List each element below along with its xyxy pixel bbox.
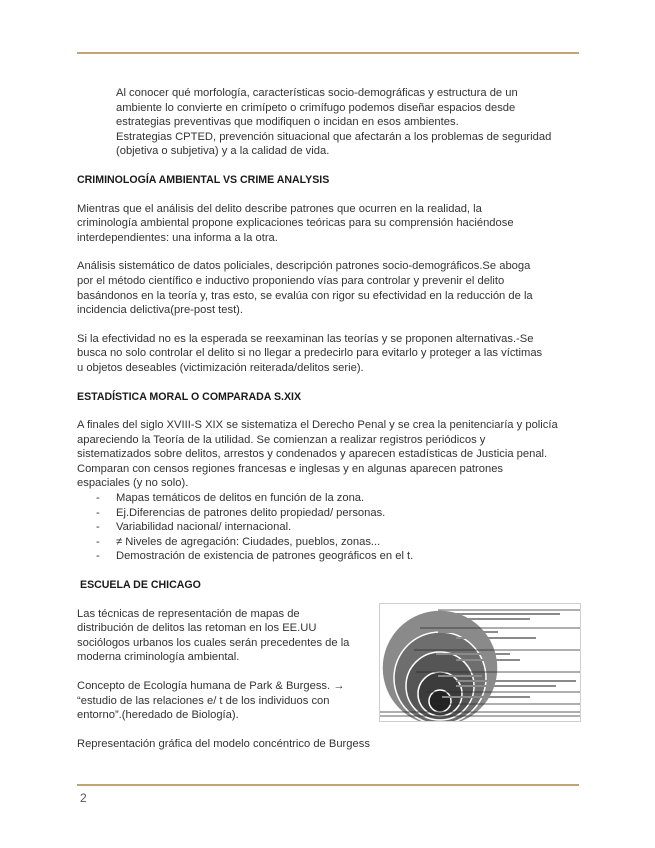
text-line: Análisis sistemático de datos policiales, descripción patrones socio-demográficos.Se aboga xyxy=(77,260,531,273)
paragraph xyxy=(77,418,579,491)
text-line: incidencia delictiva(pre-post test). xyxy=(77,304,244,317)
text-line: espaciales (y no solo). xyxy=(77,477,189,490)
text-line: Las técnicas de representación de mapas de xyxy=(77,607,300,620)
text-line: “estudio de las relaciones e/ t de los individuos con xyxy=(77,694,330,707)
text-line: sociólogos urbanos los cuales serán precedentes de la xyxy=(77,636,350,649)
text-line: Comparan con censos regiones francesas e inglesas y en algunas aparecen patrones xyxy=(77,462,504,475)
paragraph xyxy=(77,679,369,723)
page-number: 2 xyxy=(80,791,87,805)
text-line: busca no solo controlar el delito si no llegar a predecirlo para evitarlo y proteger a las víctimas xyxy=(77,347,543,360)
text-line: entorno”.(heredado de Biología). xyxy=(77,709,239,722)
burgess-concentric-figure xyxy=(379,603,581,722)
text-line: distribución de delitos las retoman en los EE.UU xyxy=(77,622,317,635)
text-line: por el método científico e inductivo proponiendo vías para controlar y prevenir el delito xyxy=(77,274,505,287)
text-line: basándonos en la teoría y, tras esto, se evalúa con rigor su efectividad en la reducción de la xyxy=(77,289,533,302)
text-line: sistematizados sobre delitos, arrestos y condenados y aparecen estadísticas de Justicia penal. xyxy=(77,448,548,461)
intro-block xyxy=(116,86,579,159)
text-line: u objetos deseables (victimización reiterada/delitos serie). xyxy=(77,361,364,374)
list-item: - Ej.Diferencias de patrones delito propiedad/ personas. xyxy=(77,506,579,521)
intro-line: Al conocer qué morfología, características socio-demográficas y estructura de un xyxy=(116,87,518,99)
bullet-list xyxy=(77,491,579,564)
intro-line: (objetiva o subjetiva) y a la calidad de vida. xyxy=(116,145,330,158)
chicago-text xyxy=(77,607,369,723)
figure-caption: Representación gráfica del modelo concéntrico de Burgess xyxy=(77,737,370,750)
paragraph xyxy=(77,202,579,246)
section-heading-chicago: ESCUELA DE CHICAGO xyxy=(80,579,201,592)
text-line: A finales del siglo XVIII-S XIX se sistematiza el Derecho Penal y se crea la penitenciaría y policía xyxy=(77,419,558,432)
text-line: criminología ambiental propone explicaciones teóricas para su comprensión haciéndose xyxy=(77,217,514,230)
paragraph xyxy=(77,332,579,376)
intro-line: Estrategias CPTED, prevención situacional que afectarán a los problemas de seguridad xyxy=(116,130,552,143)
intro-line: estrategias preventivas que modifiquen o incidan en esos ambientes. xyxy=(116,116,459,129)
header-rule xyxy=(77,52,579,54)
list-item: - Demostración de existencia de patrones geográficos en el t. xyxy=(77,549,579,564)
chicago-row xyxy=(77,607,579,723)
footer-rule xyxy=(77,784,579,786)
intro-line: ambiente lo convierte en crimípeto o crimífugo podemos diseñar espacios desde xyxy=(116,101,516,114)
text-line: interdependientes: una informa a la otra. xyxy=(77,231,278,244)
paragraph xyxy=(77,259,579,317)
text-line: apareciendo la Teoría de la utilidad. Se comienzan a realizar registros periódicos y xyxy=(77,433,486,446)
list-item: - Mapas temáticos de delitos en función de la zona. xyxy=(77,491,579,506)
section-heading-estadistica: ESTADÍSTICA MORAL O COMPARADA S.XIX xyxy=(77,390,302,403)
section-heading-criminologia: CRIMINOLOGÍA AMBIENTAL VS CRIME ANALYSIS xyxy=(77,173,330,186)
text-line: Si la efectividad no es la esperada se reexaminan las teorías y se proponen alternativas.-Se xyxy=(77,332,534,345)
text-line: moderna criminología ambiental. xyxy=(77,651,240,664)
burgess-diagram xyxy=(380,604,580,721)
list-item: - ≠ Niveles de agregación: Ciudades, pueblos, zonas... xyxy=(77,535,579,550)
text-line: Concepto de Ecología humana de Park & Burgess. → xyxy=(77,680,345,692)
zone-ring-5 xyxy=(429,690,451,712)
list-item: - Variabilidad nacional/ internacional. xyxy=(77,520,579,535)
text-line: Mientras que el análisis del delito describe patrones que ocurren en la realidad, la xyxy=(77,202,482,215)
page-content xyxy=(77,86,579,751)
